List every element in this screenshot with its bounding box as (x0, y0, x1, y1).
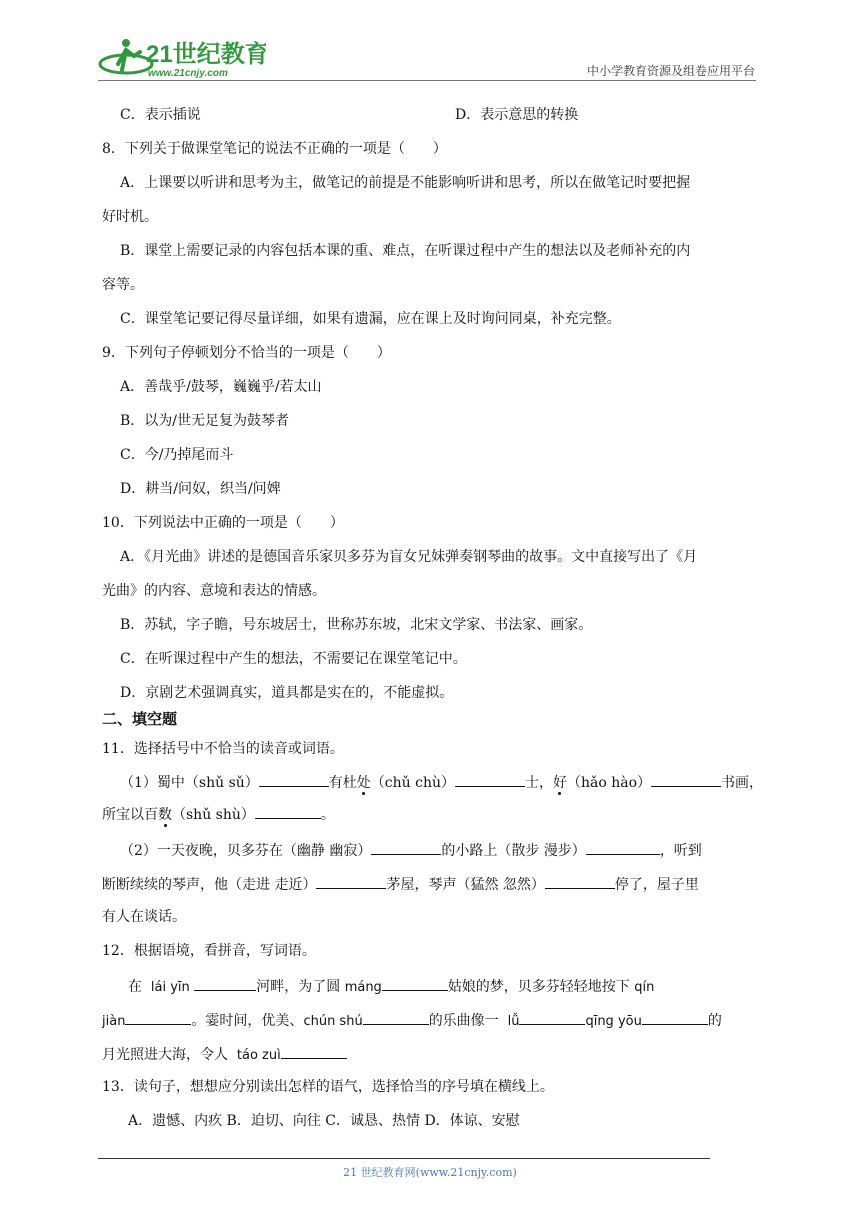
answer-blank[interactable] (371, 840, 441, 855)
q10-option-b: B．苏轼，字子瞻，号东坡居士，世称苏东坡，北宋文学家、书法家、画家。 (120, 617, 593, 633)
answer-blank[interactable] (642, 1010, 708, 1025)
answer-blank[interactable] (255, 804, 321, 819)
site-logo (96, 34, 266, 80)
footer-link[interactable]: 21 世纪教育网(www.21cnjy.com) (343, 1166, 517, 1179)
logo-text: 21世纪教育 (146, 41, 266, 68)
text: 有杜 (328, 775, 357, 791)
q11-stem: 11．选择括号中不恰当的读音或词语。 (102, 741, 344, 757)
q10-option-c: C．在听课过程中产生的想法，不需要记在课堂笔记中。 (120, 651, 467, 667)
pinyin: lǚ (507, 1014, 520, 1029)
dotted-char: 处 (356, 775, 371, 791)
dotted-char: 好 (552, 775, 567, 791)
text: 。霎时间，优美、 (191, 1013, 304, 1029)
q8-option-a-line2: 好时机。 (102, 209, 158, 225)
q10-option-a-line2: 光曲》的内容、意境和表达的情感。 (102, 583, 326, 599)
text: 书画， (721, 775, 764, 791)
q13-stem: 13．读句子，想想应分别读出怎样的语气，选择恰当的序号填在横线上。 (102, 1079, 554, 1095)
text: 停了，屋子里 (614, 877, 699, 893)
answer-blank[interactable] (259, 772, 329, 787)
text: （shǔ shù） (172, 807, 255, 823)
q12-line3 (102, 1044, 347, 1065)
answer-blank[interactable] (281, 1044, 347, 1059)
header-divider (98, 80, 756, 81)
pinyin: jiàn (102, 1014, 126, 1029)
q7-option-d: D．表示意思的转换 (455, 107, 579, 123)
answer-blank[interactable] (316, 874, 386, 889)
text: 士， (524, 775, 553, 791)
answer-blank[interactable] (586, 840, 660, 855)
q10-option-a-line1: A．《月光曲》讲述的是德国音乐家贝多芬为盲女兄妹弹奏钢琴曲的故事。文中直接写出了《月 (120, 549, 698, 565)
text: （1）蜀中（shǔ sǔ） (120, 775, 259, 791)
q11-part1-line1 (120, 772, 763, 792)
q12-line2 (102, 1010, 722, 1031)
pinyin: táo zuì (236, 1048, 281, 1063)
q9-option-b: B．以为/世无足复为鼓琴者 (120, 413, 290, 429)
text: 河畔，为了圆 (256, 979, 341, 995)
text: （chǔ chù） (370, 775, 455, 791)
answer-blank[interactable] (194, 976, 256, 991)
section-heading: 二、填空题 (102, 710, 178, 728)
text: 的乐曲像一 (428, 1013, 499, 1029)
answer-blank[interactable] (125, 1010, 191, 1025)
pinyin: qín (634, 980, 655, 995)
answer-blank[interactable] (455, 772, 525, 787)
text: 茅屋，琴声（猛然 忽然） (386, 877, 545, 893)
pinyin: chún shú (303, 1014, 363, 1029)
text: 姑娘的梦，贝多芬轻轻地按下 (447, 979, 630, 995)
q10-stem: 10．下列说法中正确的一项是（ ） (102, 515, 344, 531)
footer-divider (98, 1158, 710, 1159)
q11-part2-line2 (102, 874, 699, 894)
answer-blank[interactable] (651, 772, 721, 787)
text: 所宝以百 (102, 807, 158, 823)
text: 断断续续的琴声，他（走进 走近） (102, 877, 317, 893)
dotted-char: 数 (158, 807, 172, 823)
runner-logo-icon (96, 34, 266, 80)
q7-option-c: C．表示插说 (120, 107, 201, 123)
text: 。 (320, 807, 335, 823)
q9-option-a: A．善哉乎/鼓琴，巍巍乎/若太山 (120, 379, 322, 395)
text: 月光照进大海，令人 (102, 1047, 228, 1063)
q13-options: A．遗憾、内疚 B．迫切、向往 C．诚恳、热情 D．体谅、安慰 (128, 1113, 520, 1129)
q11-part1-line2 (102, 804, 335, 824)
q10-option-d: D．京剧艺术强调真实，道具都是实在的，不能虚拟。 (120, 685, 454, 701)
q9-stem: 9．下列句子停顿划分不恰当的一项是（ ） (102, 345, 391, 361)
text: （hǎo hào） (566, 775, 652, 791)
text: 在 (128, 979, 142, 995)
text: 的 (707, 1013, 722, 1029)
platform-name: 中小学教育资源及组卷应用平台 (586, 64, 755, 78)
pinyin: qīng yōu (585, 1014, 642, 1029)
q11-part2-line1 (120, 840, 702, 860)
q8-option-c: C．课堂笔记要记得尽量详细，如果有遗漏，应在课上及时询问同桌，补充完整。 (120, 311, 621, 327)
q8-stem: 8．下列关于做课堂笔记的说法不正确的一项是（ ） (102, 141, 447, 157)
q12-stem: 12．根据语境，看拼音，写词语。 (102, 943, 316, 959)
answer-blank[interactable] (519, 1010, 585, 1025)
q11-part2-line3: 有人在谈话。 (102, 909, 186, 925)
q8-option-b-line1: B．课堂上需要记录的内容包括本课的重、难点，在听课过程中产生的想法以及老师补充的内 (120, 243, 691, 259)
pinyin: máng (344, 980, 382, 995)
text: ，听到 (659, 843, 702, 859)
answer-blank[interactable] (545, 874, 615, 889)
q12-line1 (128, 976, 654, 997)
q8-option-b-line2: 容等。 (102, 277, 144, 293)
answer-blank[interactable] (382, 976, 448, 991)
q9-option-c: C．今/乃掉尾而斗 (120, 447, 234, 463)
pinyin: lái yīn (150, 980, 190, 995)
text: （2）一天夜晚，贝多芬在（幽静 幽寂） (120, 843, 372, 859)
answer-blank[interactable] (363, 1010, 429, 1025)
logo-url: www.21cnjy.com (148, 68, 228, 79)
text: 的小路上（散步 漫步） (441, 843, 586, 859)
q8-option-a-line1: A．上课要以听讲和思考为主，做笔记的前提是不能影响听讲和思考，所以在做笔记时要把握 (120, 175, 691, 191)
q9-option-d: D．耕当/问奴，织当/问婢 (120, 481, 281, 497)
